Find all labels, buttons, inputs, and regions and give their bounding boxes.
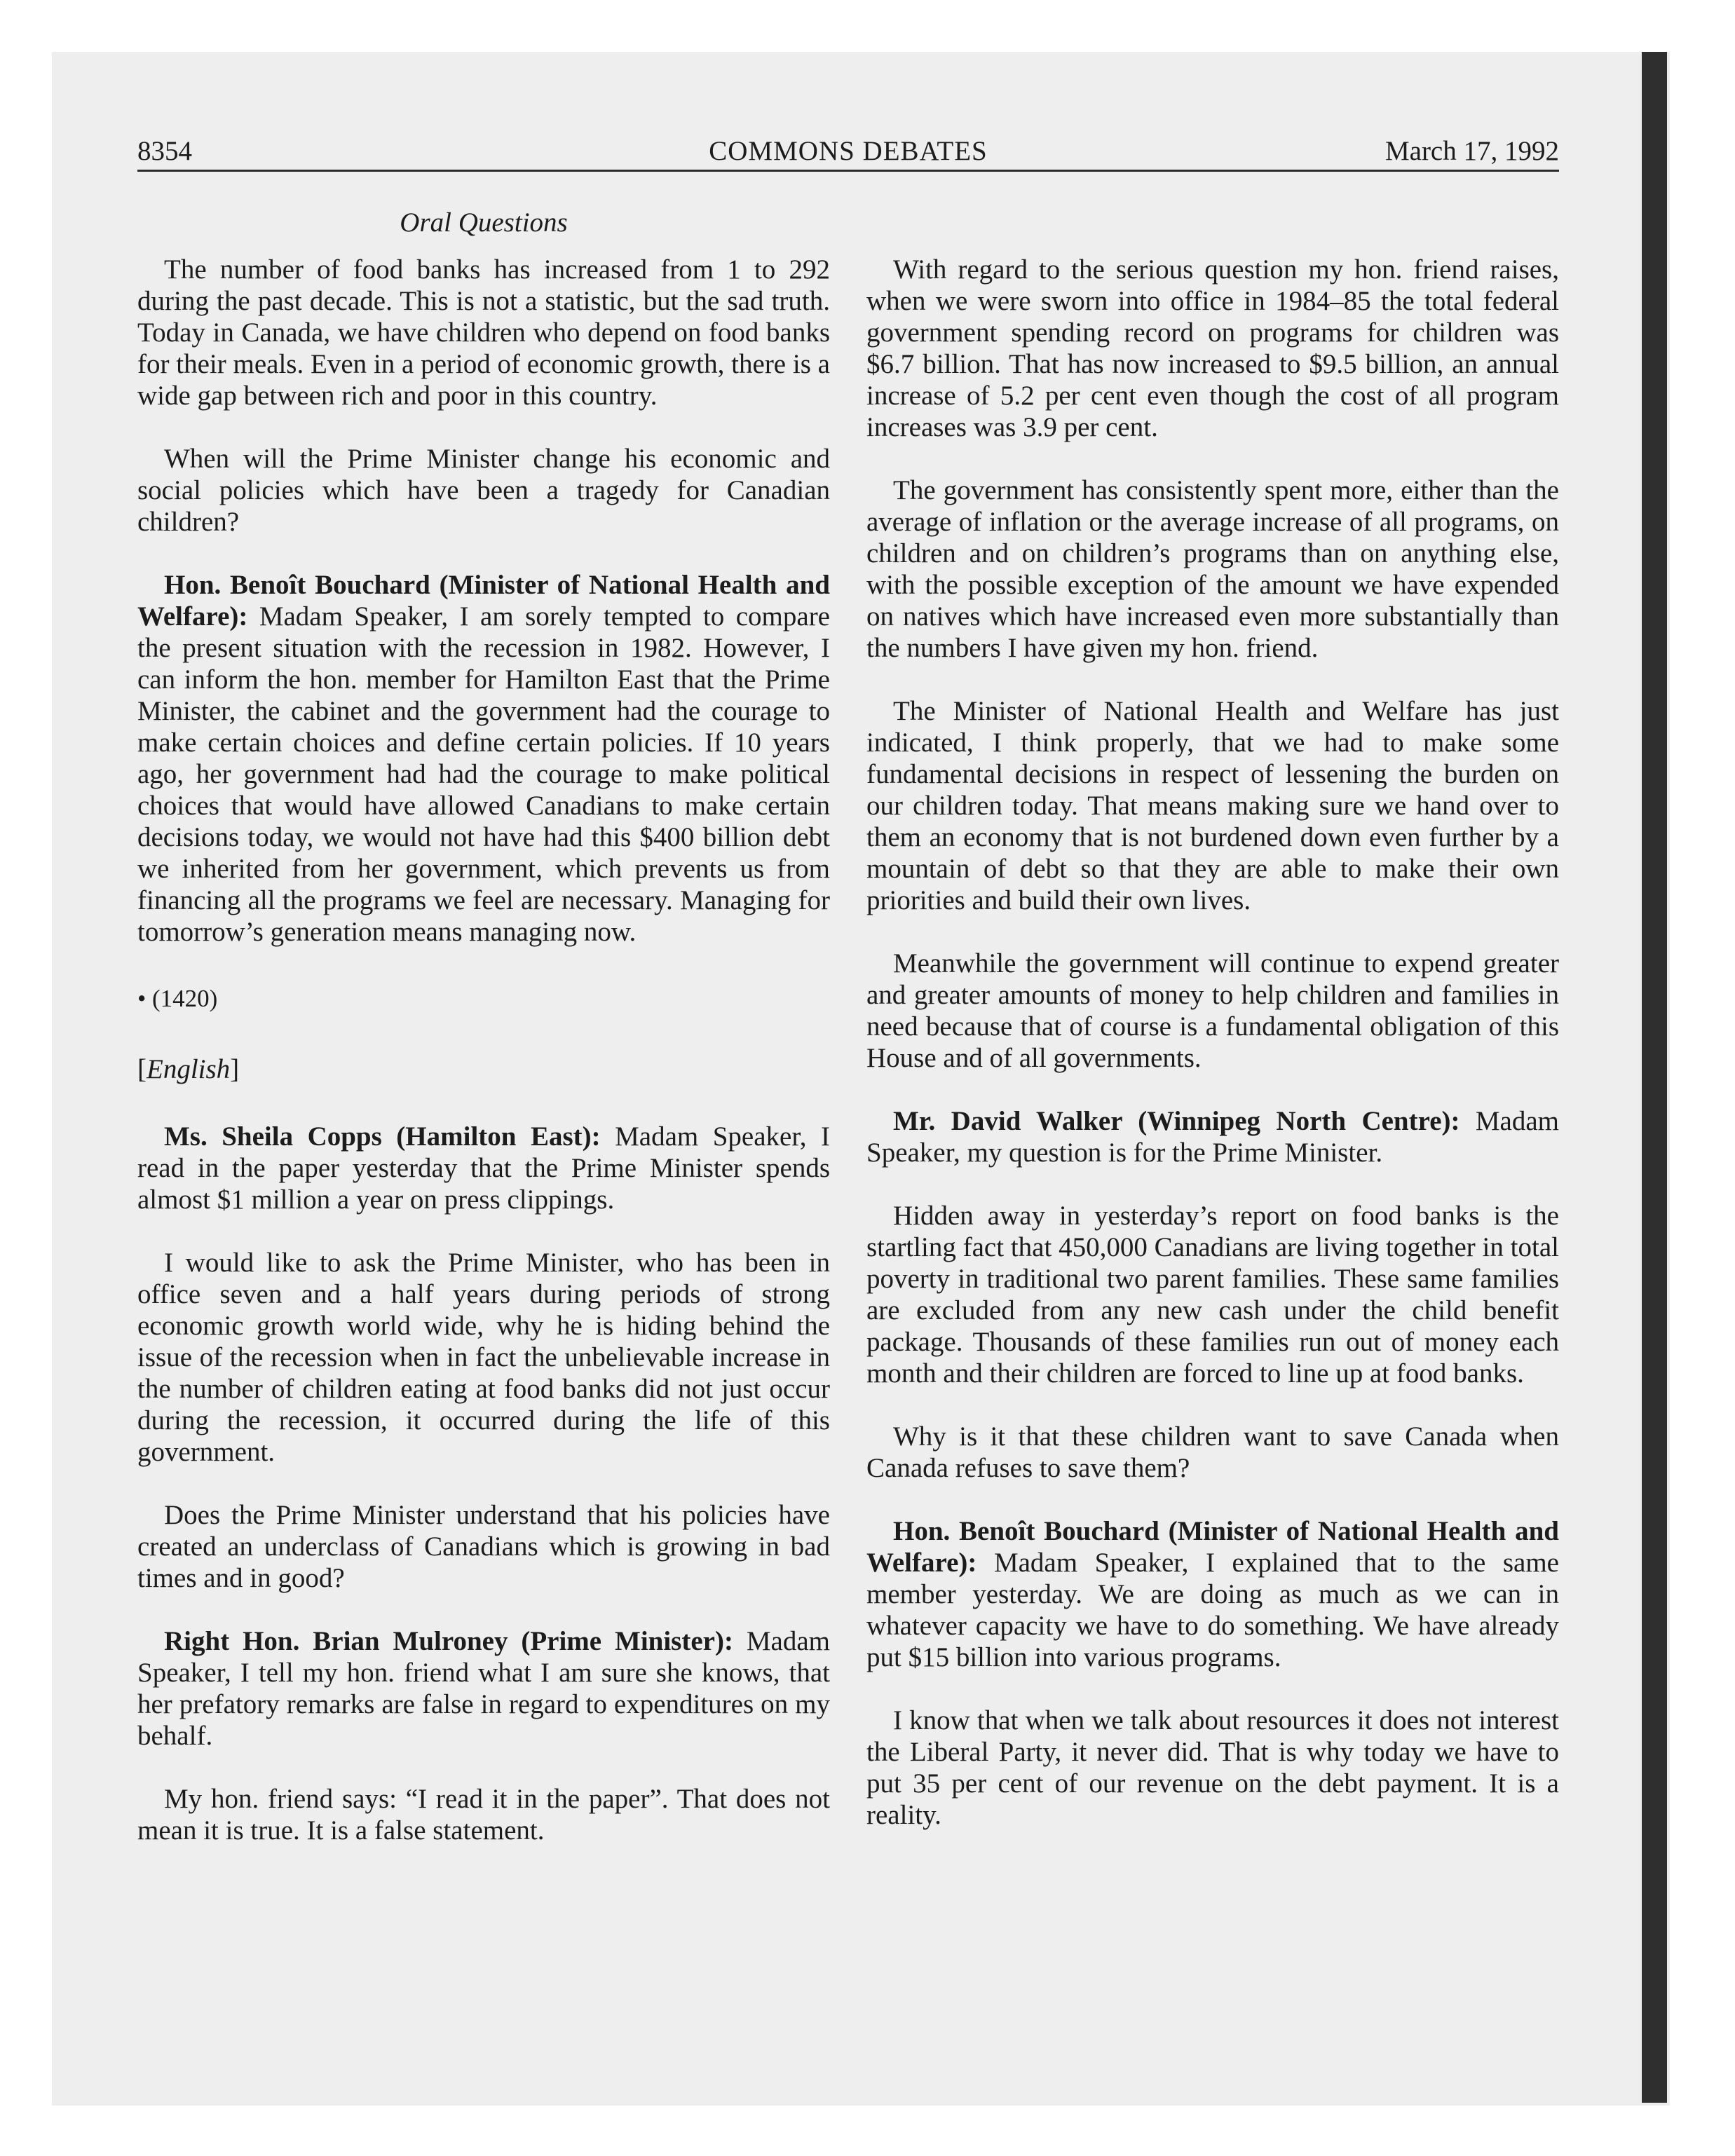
bracket-open: [	[137, 1054, 147, 1084]
speaker-name: Right Hon. Brian Mulroney (Prime Minister):	[164, 1626, 733, 1656]
speech	[137, 1625, 830, 1752]
speech	[866, 1515, 1559, 1673]
speech	[137, 569, 830, 948]
speech-text: Madam Speaker, my question is for the Prime Minister.	[866, 1106, 1559, 1168]
paragraph: I would like to ask the Prime Minister, who has been in office seven and a half years during periods of strong economic growth world wide, why he is hiding behind the issue of the recession when in fact the unbelievable increase in the number of children eating at food banks did not just occur during the recession, it occurred during the life of this government.	[137, 1248, 830, 1467]
speech-text: Madam Speaker, I am sorely tempted to compare the present situation with the recession in 1982. However, I can inform the hon. member for Hamilton East that the Prime Minister, the cabinet and the government had the courage to make certain choices and define certain policies. If 10 years ago, her government had had the courage to make political choices that would have allowed Canadians to make certain decisions today, we would not have had this $400 billion debt we inherited from her government, which prevents us from financing all the programs we feel are necessary. Managing for tomorrow’s generation means managing now.	[137, 601, 830, 947]
paragraph: Does the Prime Minister understand that his policies have created an underclass of Canadians which is growing in bad times and in good?	[137, 1500, 830, 1593]
speech-text: Madam Speaker, I tell my hon. friend what I am sure she knows, that her prefatory remarks are false in regard to expenditures on my behalf.	[137, 1626, 830, 1751]
speech	[137, 1121, 830, 1215]
paragraph: Meanwhile the government will continue to expend greater and greater amounts of money to help children and families in need because that of course is a fundamental obligation of this House and of all governments.	[866, 948, 1559, 1073]
bracket-close: ]	[230, 1054, 240, 1084]
paragraph: Why is it that these children want to save Canada when Canada refuses to save them?	[866, 1421, 1559, 1483]
speaker-name: Hon. Benoît Bouchard (Minister of National Health and Welfare):	[137, 570, 830, 632]
paragraph: With regard to the serious question my hon. friend raises, when we were sworn into office in 1984–85 the total federal government spending record on programs for children was $6.7 billion. That has now increased to $9.5 billion, an annual increase of 5.2 per cent even though the cost of all program increases was 3.9 per cent.	[866, 254, 1559, 442]
paragraph: The Minister of National Health and Welfare has just indicated, I think properly, that we had to make some fundamental decisions in respect of lessening the burden on our children today. That means making sure we hand over to them an economy that is not burdened down even further by a mountain of debt so that they are able to make their own priorities and build their own lives.	[866, 696, 1559, 915]
language-label: English	[147, 1054, 231, 1084]
speech	[866, 1105, 1559, 1168]
publication-title: COMMONS DEBATES	[709, 136, 988, 166]
paragraph: I know that when we talk about resources it does not interest the Liberal Party, it never did. That is why today we have to put 35 per cent of our revenue on the debt payment. It is a reality.	[866, 1705, 1559, 1830]
paragraph: Hidden away in yesterday’s report on food banks is the startling fact that 450,000 Canadians are living together in total poverty in traditional two parent families. These same families are excluded from any new cash under the child benefit package. Thousands of these families run out of money each month and their children are forced to line up at food banks.	[866, 1201, 1559, 1389]
speaker-name: Hon. Benoît Bouchard (Minister of National Health and Welfare):	[866, 1516, 1559, 1578]
paragraph: The government has consistently spent more, either than the average of inflation or the average increase of all programs, on children and on children’s programs than on anything else, with the possible exception of the amount we have expended on natives which have increased even more substantially than the numbers I have given my hon. friend.	[866, 475, 1559, 663]
right-column	[866, 254, 1559, 1862]
left-column	[137, 254, 830, 1878]
section-heading: Oral Questions	[400, 207, 568, 238]
header-rule	[137, 170, 1559, 172]
paragraph: The number of food banks has increased from 1 to 292 during the past decade. This is not a statistic, but the sad truth. Today in Canada, we have children who depend on food banks for their meals. Even in a period of economic growth, there is a wide gap between rich and poor in this country.	[137, 254, 830, 411]
speaker-name: Mr. David Walker (Winnipeg North Centre):	[893, 1106, 1460, 1136]
paragraph: My hon. friend says: “I read it in the paper”. That does not mean it is true. It is a false statement.	[137, 1784, 830, 1845]
paragraph: When will the Prime Minister change his economic and social policies which have been a tragedy for Canadian children?	[137, 444, 830, 537]
speech-text: Madam Speaker, I explained that to the same member yesterday. We are doing as much as we can in whatever capacity we have to do something. We have already put $15 billion into various programs.	[866, 1548, 1559, 1672]
speech-text: Madam Speaker, I read in the paper yesterday that the Prime Minister spends almost $1 million a year on press clippings.	[137, 1121, 830, 1215]
running-header	[137, 132, 1559, 171]
speaker-name: Ms. Sheila Copps (Hamilton East):	[164, 1121, 601, 1152]
time-marker: • (1420)	[137, 985, 218, 1012]
header-date: March 17, 1992	[1384, 136, 1559, 166]
scan-edge-shadow	[1642, 52, 1667, 2103]
language-note	[137, 1050, 830, 1089]
page-number: 8354	[137, 136, 192, 166]
